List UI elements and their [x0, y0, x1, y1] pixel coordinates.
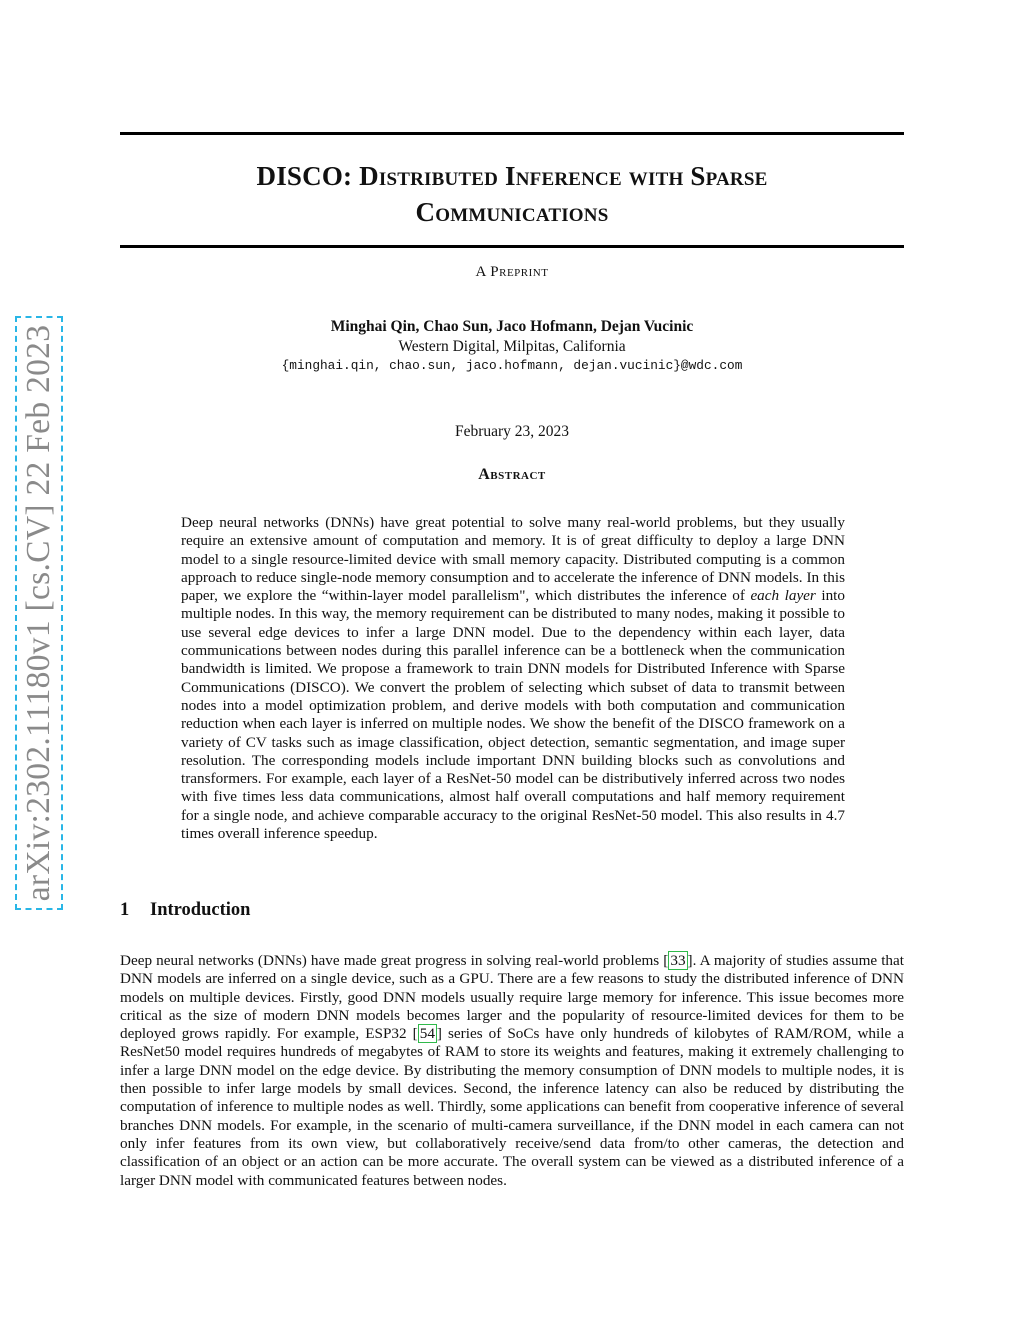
preprint-label: A Preprint [475, 264, 549, 280]
section-heading-introduction [120, 900, 250, 921]
affiliation: Western Digital, Milpitas, California [398, 338, 626, 355]
author-emails: {minghai.qin, chao.sun, jaco.hofmann, dejan.vucinic}@wdc.com [281, 358, 743, 373]
intro-text-2: ]. A majority of studies assume that DNN models are inferred on a single device, such as a GPU. There are a few reasons to study the distributed inference of DNN models on multiple devices. Firstly, good DNN models usually require large memory for inference. This issue becomes more critical as the size of modern DNN models becomes larger and the popularity of resource-limited devices for them to be deployed grows rapidly. For example, ESP32 [ [120, 952, 904, 1043]
abstract-text-part-1: Deep neural networks (DNNs) have great potential to solve many real-world problems, but they usually require an extensive amount of computation and memory. It is of great difficulty to deploy a large DNN model to a single resource-limited device with small memory capacity. Distributed computing is a common approach to reduce single-node memory consumption and to accelerate the inference of DNN models. In this paper, we explore the “within-layer model parallelism", which distributes the inference of [181, 514, 845, 605]
title-rule-top [120, 132, 904, 135]
intro-text-3: ] series of SoCs have only hundreds of kilobytes of RAM/ROM, while a ResNet50 model requires hundreds of megabytes of RAM to store its weights and features, making it extremely challenging to infer a large DNN model on the edge device. By distributing the memory consumption of DNN models to multiple nodes, it is then possible to infer large models by small devices. Second, the inference latency can also be reduced by distributing the computation of inference to multiple nodes as well. Thirdly, some applications can benefit from cooperative inference of several branches DNN models. For example, in the scenario of multi-camera surveillance, if the DNN model in each camera can not only infer features from its own view, but collaboratively receive/send data from/to other cameras, the detection and classification of an object or an action can be more accurate. The overall system can be viewed as a distributed inference of a larger DNN model with communicated features between nodes. [120, 1025, 904, 1189]
author-list: Minghai Qin, Chao Sun, Jaco Hofmann, Dejan Vucinic [330, 318, 694, 335]
abstract-emphasis: each layer [750, 587, 816, 605]
abstract-text-part-2: into multiple nodes. In this way, the memory requirement can be distributed to many nodes, making it possible to use several edge devices to infer a large DNN model. Due to the dependency within each layer, data communications between nodes during this parallel inference can be a bottleneck when the communication bandwidth is limited. We propose a framework to train DNN models for Distributed Inference with Sparse Communications (DISCO). We convert the problem of selecting which subset of data to transmit between nodes into a model optimization problem, and derive models with both computation and communication reduction when each layer is inferred on multiple nodes. We show the benefit of the DISCO framework on a variety of CV tasks such as image classification, object detection, semantic segmentation, and image super resolution. The corresponding models include important DNN building blocks such as convolutions and transformers. For example, each layer of a ResNet-50 model can be distributively inferred across two nodes with five times less data communications, almost half overall computations and half memory requirement for a single node, and achieve comparable accuracy to the original ResNet-50 model. This also results in 4.7 times overall inference speedup. [181, 587, 845, 843]
paper-title-line-2: Communications [415, 197, 609, 227]
title-rule-bottom [120, 245, 904, 248]
arxiv-identifier[interactable]: arXiv:2302.11180v1 [cs.CV] 22 Feb 2023 [20, 324, 57, 902]
paper-title-line-1: DISCO: Distributed Inference with Sparse [256, 161, 768, 191]
section-number: 1 [120, 900, 130, 920]
section-title: Introduction [150, 900, 251, 920]
abstract-heading: Abstract [478, 466, 546, 483]
introduction-paragraph [120, 952, 904, 1190]
intro-text-1: Deep neural networks (DNNs) have made great progress in solving real-world problems [ [120, 952, 669, 969]
citation-link-54[interactable]: 54 [419, 1025, 435, 1043]
abstract-body [181, 514, 845, 843]
paper-title [120, 158, 904, 230]
publication-date: February 23, 2023 [454, 423, 570, 440]
citation-link-33[interactable]: 33 [670, 952, 686, 969]
